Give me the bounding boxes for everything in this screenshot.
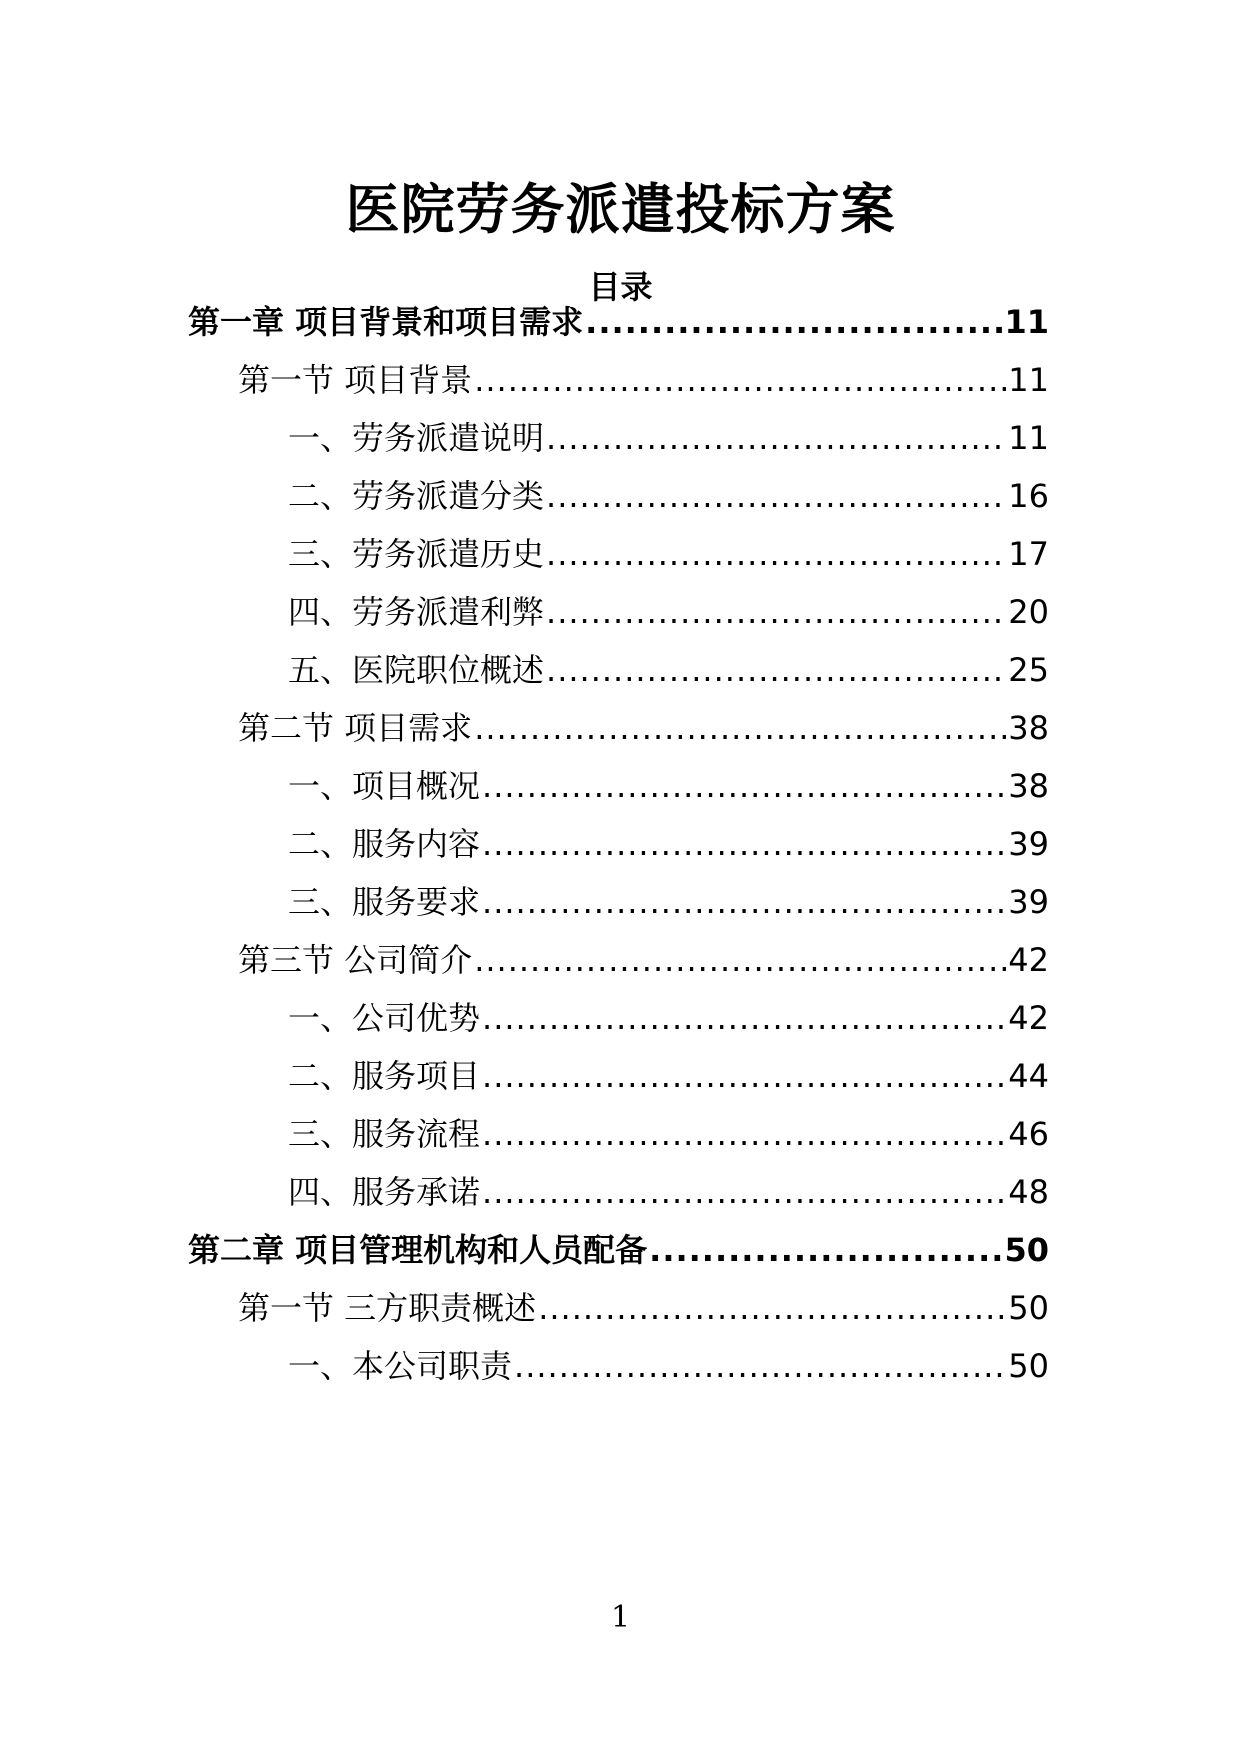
toc-entry-page: 42 <box>1008 999 1049 1037</box>
toc-heading: 目录 <box>588 268 653 306</box>
toc-entry-label: 四、劳务派遣利弊 <box>288 593 545 631</box>
toc-entry-subsection[interactable] <box>288 986 1049 1050</box>
toc-leader-dots <box>482 812 1006 876</box>
toc-entry-label: 四、服务承诺 <box>288 1173 481 1211</box>
toc-leader-dots <box>546 406 1006 470</box>
toc-leader-dots <box>482 1102 1006 1166</box>
toc-entry-label: 一、劳务派遣说明 <box>288 419 545 457</box>
document-title: 医院劳务派遣投标方案 <box>345 178 896 241</box>
toc-entry-label: 三、劳务派遣历史 <box>288 535 545 573</box>
toc-leader-dots <box>474 696 1006 760</box>
toc-entry-page: 48 <box>1008 1173 1049 1211</box>
toc-entry-page: 16 <box>1008 477 1049 515</box>
toc-entry-label: 二、服务项目 <box>288 1057 481 1095</box>
toc-entry-label: 三、服务要求 <box>288 883 481 921</box>
toc-entry-chapter-1[interactable] <box>188 290 1049 354</box>
toc-leader-dots <box>474 928 1006 992</box>
toc-entry-label: 第二节 项目需求 <box>238 709 473 747</box>
toc-entry-page: 46 <box>1008 1115 1049 1153</box>
toc-leader-dots <box>482 754 1006 818</box>
toc-entry-label: 一、项目概况 <box>288 767 481 805</box>
toc-entry-page: 17 <box>1008 535 1049 573</box>
toc-leader-dots <box>649 1218 1002 1282</box>
toc-entry-section[interactable] <box>238 1276 1049 1340</box>
toc-entry-subsection[interactable] <box>288 1334 1049 1398</box>
toc-leader-dots <box>514 1334 1006 1398</box>
toc-entry-label: 一、公司优势 <box>288 999 481 1037</box>
toc-entry-subsection[interactable] <box>288 754 1049 818</box>
toc-entry-section[interactable] <box>238 928 1049 992</box>
toc-entry-label: 第三节 公司简介 <box>238 941 473 979</box>
toc-entry-label: 二、服务内容 <box>288 825 481 863</box>
toc-entry-label: 一、本公司职责 <box>288 1347 513 1385</box>
toc-entry-page: 42 <box>1008 941 1049 979</box>
toc-entry-page: 44 <box>1008 1057 1049 1095</box>
toc-entry-label: 第一节 项目背景 <box>238 361 473 399</box>
toc-entry-page: 11 <box>1008 419 1049 457</box>
toc-leader-dots <box>546 522 1006 586</box>
toc-leader-dots <box>482 1160 1006 1224</box>
toc-entry-subsection[interactable] <box>288 1044 1049 1108</box>
toc-entry-label: 二、劳务派遣分类 <box>288 477 545 515</box>
toc-entry-subsection[interactable] <box>288 1160 1049 1224</box>
toc-leader-dots <box>585 290 1002 354</box>
toc-entry-page: 39 <box>1008 825 1049 863</box>
toc-leader-dots <box>482 870 1006 934</box>
toc-entry-page: 38 <box>1008 709 1049 747</box>
toc-entry-page: 11 <box>1008 361 1049 399</box>
toc-leader-dots <box>546 638 1006 702</box>
toc-leader-dots <box>482 1044 1006 1108</box>
toc-entry-subsection[interactable] <box>288 406 1049 470</box>
toc-entry-page: 25 <box>1008 651 1049 689</box>
toc-entry-page: 50 <box>1008 1347 1049 1385</box>
toc-leader-dots <box>474 348 1006 412</box>
toc-entry-page: 38 <box>1008 767 1049 805</box>
toc-entry-subsection[interactable] <box>288 580 1049 644</box>
toc-entry-subsection[interactable] <box>288 1102 1049 1166</box>
toc-entry-chapter-2[interactable] <box>188 1218 1049 1282</box>
toc-entry-subsection[interactable] <box>288 464 1049 528</box>
toc-entry-label: 五、医院职位概述 <box>288 651 545 689</box>
toc-entry-subsection[interactable] <box>288 812 1049 876</box>
toc-entry-subsection[interactable] <box>288 522 1049 586</box>
toc-entry-page: 39 <box>1008 883 1049 921</box>
toc-entry-section[interactable] <box>238 696 1049 760</box>
toc-entry-subsection[interactable] <box>288 870 1049 934</box>
toc-leader-dots <box>538 1276 1006 1340</box>
toc-leader-dots <box>546 464 1006 528</box>
toc-entry-page: 50 <box>1008 1289 1049 1327</box>
toc-entry-section[interactable] <box>238 348 1049 412</box>
toc-leader-dots <box>482 986 1006 1050</box>
page-number: 1 <box>610 1600 631 1635</box>
toc-entry-label: 三、服务流程 <box>288 1115 481 1153</box>
toc-entry-label: 第二章 项目管理机构和人员配备 <box>188 1231 648 1269</box>
toc-entry-label: 第一节 三方职责概述 <box>238 1289 537 1327</box>
toc-entry-label: 第一章 项目背景和项目需求 <box>188 303 584 341</box>
toc-entry-subsection[interactable] <box>288 638 1049 702</box>
toc-entry-page: 11 <box>1004 303 1049 341</box>
toc-leader-dots <box>546 580 1006 644</box>
toc-entry-page: 20 <box>1008 593 1049 631</box>
toc-entry-page: 50 <box>1004 1231 1049 1269</box>
